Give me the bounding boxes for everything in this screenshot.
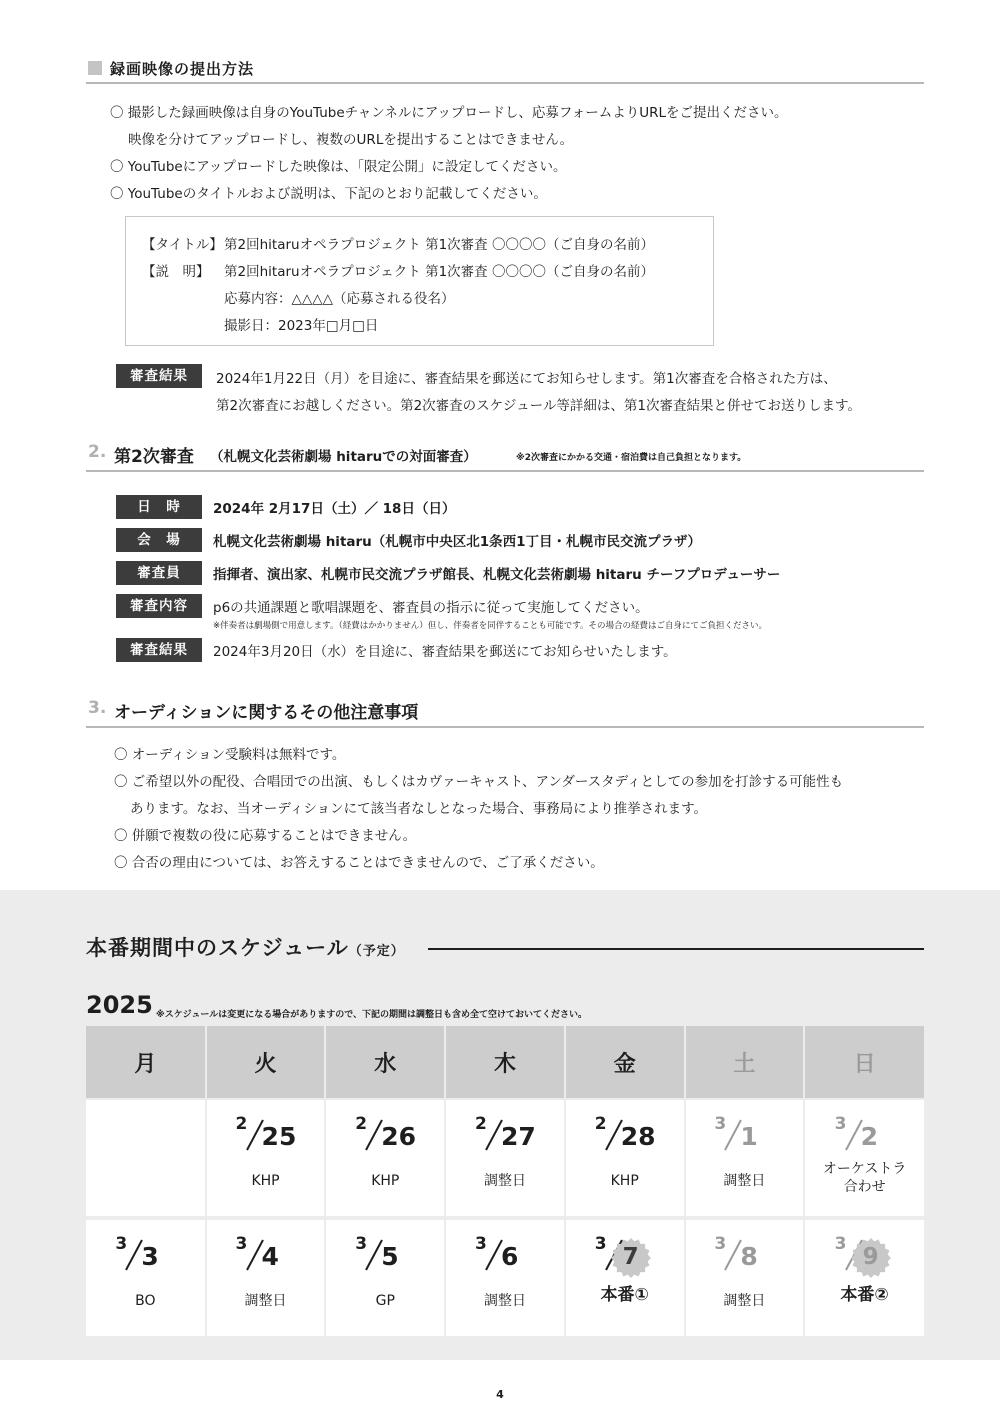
calendar-day-cell <box>686 1220 804 1336</box>
date-month: 2 <box>355 1114 368 1134</box>
calendar-day-cell <box>686 1100 804 1216</box>
calendar-day-cell <box>86 1220 205 1336</box>
weekday-header-day-thu: 木 <box>446 1026 564 1098</box>
event-label: 調整日 <box>483 1293 526 1309</box>
date-label <box>686 1114 804 1154</box>
calendar-day-cell <box>207 1220 325 1336</box>
date-label <box>686 1234 804 1274</box>
schedule-title-note: （予定） <box>348 944 405 959</box>
section-1-title: 録画映像の提出方法 <box>110 60 255 78</box>
list-item: 〇 併願で複数の役に応募することはできません。 <box>114 828 417 844</box>
calendar-day-cell <box>805 1220 924 1336</box>
date-day: 3 <box>141 1242 159 1271</box>
content-value: p6の共通課題と歌唱課題を、審査員の指示に従って実施してください。 <box>213 600 649 616</box>
performance-label: 本番① <box>600 1285 649 1305</box>
section-2-subtitle: （札幌文化芸術劇場 hitaruでの対面審査） <box>210 449 477 465</box>
date-label <box>207 1234 325 1274</box>
date-label <box>326 1234 444 1274</box>
date-day: 8 <box>740 1242 758 1271</box>
date-label <box>86 1234 205 1274</box>
date-month: 3 <box>714 1114 727 1134</box>
page-number: 4 <box>496 1388 504 1401</box>
event-label: GP <box>375 1293 395 1309</box>
date-month: 3 <box>834 1234 847 1254</box>
section-3-title: オーディションに関するその他注意事項 <box>114 703 419 723</box>
section-number: 3. <box>88 698 107 718</box>
calendar-day-cell <box>86 1100 205 1216</box>
date-month: 3 <box>115 1234 128 1254</box>
weekday-header-day-sun: 日 <box>805 1026 924 1098</box>
description-line: 撮影日：2023年□月□日 <box>224 318 379 334</box>
datetime-value: 2024年 2月17日（土）／ 18日（日） <box>213 501 456 517</box>
calendar-day-cell <box>566 1100 684 1216</box>
section-2-title: 第2次審査 <box>114 447 194 467</box>
event-label: KHP <box>371 1173 400 1189</box>
event-label: 調整日 <box>244 1293 287 1309</box>
date-label <box>446 1234 564 1274</box>
date-month: 3 <box>474 1234 487 1254</box>
list-item: 〇 YouTubeにアップロードした映像は、「限定公開」に設定してください。 <box>110 159 567 175</box>
content-note: ※伴奏者は劇場側で用意します。（経費はかかりません）但し、伴奏者を同伴することも可能です。その場合の経費はご自身にてご負担ください。 <box>213 621 768 631</box>
date-day: 4 <box>261 1242 279 1271</box>
result-tag: 審査結果 <box>116 638 202 662</box>
date-day: 26 <box>381 1122 417 1151</box>
event-label: KHP <box>251 1173 280 1189</box>
weekday-header-day-tue: 火 <box>207 1026 325 1098</box>
description-line: 応募内容：△△△△（応募される役名） <box>224 291 455 307</box>
performance-day-badge <box>851 1238 891 1278</box>
date-label <box>566 1234 684 1274</box>
weekday-header-day-mon: 月 <box>86 1026 205 1098</box>
section-number: 2. <box>88 442 107 462</box>
date-month: 2 <box>235 1114 248 1134</box>
date-day: 9 <box>862 1244 879 1270</box>
youtube-format-box <box>125 216 714 346</box>
venue-value: 札幌文化芸術劇場 hitaru（札幌市中央区北1条西1丁目・札幌市民交流プラザ） <box>213 534 702 550</box>
date-label <box>326 1114 444 1154</box>
content-tag: 審査内容 <box>116 594 202 618</box>
date-month: 2 <box>474 1114 487 1134</box>
calendar-day-cell <box>207 1100 325 1216</box>
date-label <box>566 1114 684 1154</box>
schedule-title-text: 本番期間中のスケジュール <box>86 936 349 960</box>
date-month: 3 <box>714 1234 727 1254</box>
event-label-line: 合わせ <box>843 1179 886 1195</box>
datetime-tag: 日 時 <box>116 495 202 519</box>
date-label <box>446 1114 564 1154</box>
weekday-header-day-fri: 金 <box>566 1026 684 1098</box>
date-month: 3 <box>235 1234 248 1254</box>
event-label <box>805 1160 924 1196</box>
date-day: 25 <box>261 1122 297 1151</box>
result-value: 2024年3月20日（水）を目途に、審査結果を郵送にてお知らせいたします。 <box>213 644 677 660</box>
title-label: 【タイトル】 <box>142 237 223 253</box>
section-1-header <box>86 58 924 84</box>
event-label: KHP <box>610 1173 639 1189</box>
square-bullet-icon <box>88 61 102 75</box>
calendar-day-cell <box>446 1100 564 1216</box>
performance-day-badge <box>611 1238 651 1278</box>
date-day: 7 <box>622 1244 639 1270</box>
date-label <box>805 1234 924 1274</box>
judges-value: 指揮者、演出家、札幌市民交流プラザ館長、札幌文化芸術劇場 hitaru チーフプロデューサー <box>213 567 781 583</box>
event-label: 調整日 <box>723 1173 766 1189</box>
date-day: 1 <box>740 1122 758 1151</box>
section-2-header <box>86 442 924 472</box>
calendar-day-cell <box>446 1220 564 1336</box>
calendar-day-cell <box>326 1220 444 1336</box>
date-month: 2 <box>594 1114 607 1134</box>
judges-tag: 審査員 <box>116 561 202 585</box>
result-tag: 審査結果 <box>116 364 202 388</box>
date-month: 3 <box>834 1114 847 1134</box>
section-2-note: ※2次審査にかかる交通・宿泊費は自己負担となります。 <box>516 453 747 463</box>
event-label: 調整日 <box>723 1293 766 1309</box>
calendar-day-cell <box>326 1100 444 1216</box>
calendar-day-cell <box>805 1100 924 1216</box>
schedule-note: ※スケジュールは変更になる場合がありますので、下記の期間は調整日も含め全て空けておいてください。 <box>156 1010 588 1020</box>
date-day: 2 <box>860 1122 879 1151</box>
list-item: 〇 オーディション受験料は無料です。 <box>114 747 346 763</box>
list-item: 〇 YouTubeのタイトルおよび説明は、下記のとおり記載してください。 <box>110 186 547 202</box>
title-rule <box>428 948 924 950</box>
result-text: 第2次審査にお越しください。第2次審査のスケジュール等詳細は、第1次審査結果と併せてお送りします。 <box>216 398 861 414</box>
description-value: 第2回hitaruオペラプロジェクト 第1次審査 〇〇〇〇（ご自身の名前） <box>224 264 654 280</box>
date-label <box>805 1114 924 1154</box>
calendar-grid <box>86 1026 924 1336</box>
calendar-day-cell <box>566 1220 684 1336</box>
weekday-header-day-wed: 水 <box>326 1026 444 1098</box>
date-day: 5 <box>381 1242 399 1271</box>
description-label: 【説 明】 <box>142 264 210 280</box>
date-day: 6 <box>500 1242 519 1271</box>
schedule-year: 2025 <box>86 991 153 1019</box>
event-label-line: オーケストラ <box>822 1161 907 1177</box>
weekday-header-day-sat: 土 <box>686 1026 804 1098</box>
list-item: 〇 ご希望以外の配役、合唱団での出演、もしくはカヴァーキャスト、アンダースタディとしての参加を打診する可能性も <box>114 774 844 790</box>
list-item: 映像を分けてアップロードし、複数のURLを提出することはできません。 <box>128 132 574 148</box>
result-text: 2024年1月22日（月）を目途に、審査結果を郵送にてお知らせします。第1次審査を合格された方は、 <box>216 371 837 387</box>
list-item: 〇 撮影した録画映像は自身のYouTubeチャンネルにアップロードし、応募フォームよりURLをご提出ください。 <box>110 105 788 121</box>
performance-label: 本番② <box>840 1285 889 1305</box>
date-month: 3 <box>594 1234 607 1254</box>
schedule-calendar <box>86 1026 924 1336</box>
date-day: 27 <box>500 1122 536 1151</box>
section-3-header <box>86 698 924 728</box>
date-month: 3 <box>355 1234 368 1254</box>
title-value: 第2回hitaruオペラプロジェクト 第1次審査 〇〇〇〇（ご自身の名前） <box>224 237 654 253</box>
schedule-title <box>86 932 405 962</box>
venue-tag: 会 場 <box>116 528 202 552</box>
date-day: 28 <box>620 1122 656 1151</box>
list-item: 〇 合否の理由については、お答えすることはできませんので、ご了承ください。 <box>114 855 604 871</box>
date-label <box>207 1114 325 1154</box>
event-label: BO <box>135 1293 156 1309</box>
event-label: 調整日 <box>483 1173 526 1189</box>
list-item: あります。なお、当オーディションにて該当者なしとなった場合、事務局により推挙されます。 <box>130 801 707 817</box>
